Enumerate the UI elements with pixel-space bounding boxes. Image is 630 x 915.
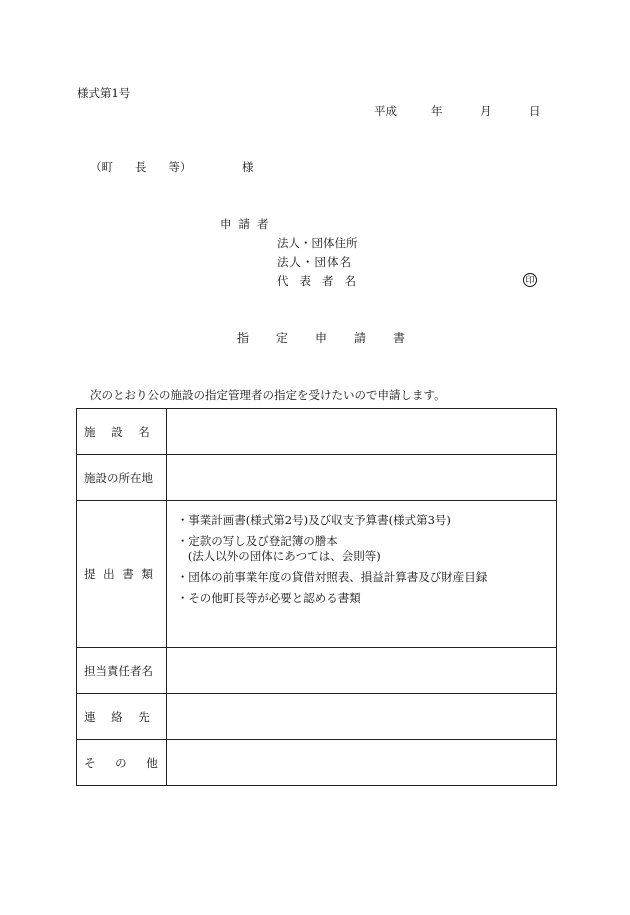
date-month-label: 月 — [480, 104, 492, 118]
date-year-label: 年 — [431, 104, 443, 118]
facility-name-label: 施 設 名 — [77, 409, 167, 455]
documents-list — [166, 501, 556, 648]
addressee-close: 等） — [168, 160, 192, 174]
addressee-mid: 長 — [135, 160, 147, 174]
table-row — [77, 455, 557, 501]
responsible-person-field[interactable] — [166, 648, 556, 694]
date-day-label: 日 — [529, 104, 541, 118]
other-field[interactable] — [166, 740, 556, 786]
facility-location-field[interactable] — [166, 455, 556, 501]
document-item-note: (法人以外の団体にあつては、会則等) — [187, 549, 381, 563]
table-row — [77, 409, 557, 455]
document-item: ・定款の写し及び登記簿の謄本 — [176, 534, 338, 548]
document-title: 指定申請書 — [237, 331, 433, 345]
table-row — [77, 648, 557, 694]
documents-label: 提 出 書 類 — [77, 501, 167, 648]
facility-name-field[interactable] — [166, 409, 556, 455]
addressee-open: （町 — [90, 160, 113, 174]
responsible-person-label: 担当責任者名 — [77, 648, 167, 694]
applicant-heading: 申請者 — [220, 217, 276, 231]
document-item: ・団体の前事業年度の貸借対照表、損益計算書及び財産目録 — [176, 570, 488, 584]
application-table — [76, 408, 557, 786]
applicant-name-label: 法人・団体名 — [277, 255, 352, 269]
document-item: ・その他町長等が必要と認める書類 — [176, 591, 361, 605]
representative-label: 代表者名 — [277, 274, 367, 288]
applicant-address-label: 法人・団体住所 — [277, 236, 358, 250]
seal-mark: 印 — [523, 273, 537, 287]
date-era: 平成 — [374, 104, 397, 118]
honorific: 様 — [242, 160, 254, 174]
addressee — [90, 160, 192, 174]
other-label: そ の 他 — [77, 740, 167, 786]
facility-location-label: 施設の所在地 — [77, 455, 167, 501]
contact-field[interactable] — [166, 694, 556, 740]
table-row — [77, 740, 557, 786]
intro-text: 次のとおり公の施設の指定管理者の指定を受けたいので申請します。 — [90, 388, 446, 402]
form-number: 様式第1号 — [77, 86, 131, 100]
contact-label: 連 絡 先 — [77, 694, 167, 740]
table-row — [77, 501, 557, 648]
table-row — [77, 694, 557, 740]
document-item: ・事業計画書(様式第2号)及び収支予算書(様式第3号) — [176, 513, 451, 527]
